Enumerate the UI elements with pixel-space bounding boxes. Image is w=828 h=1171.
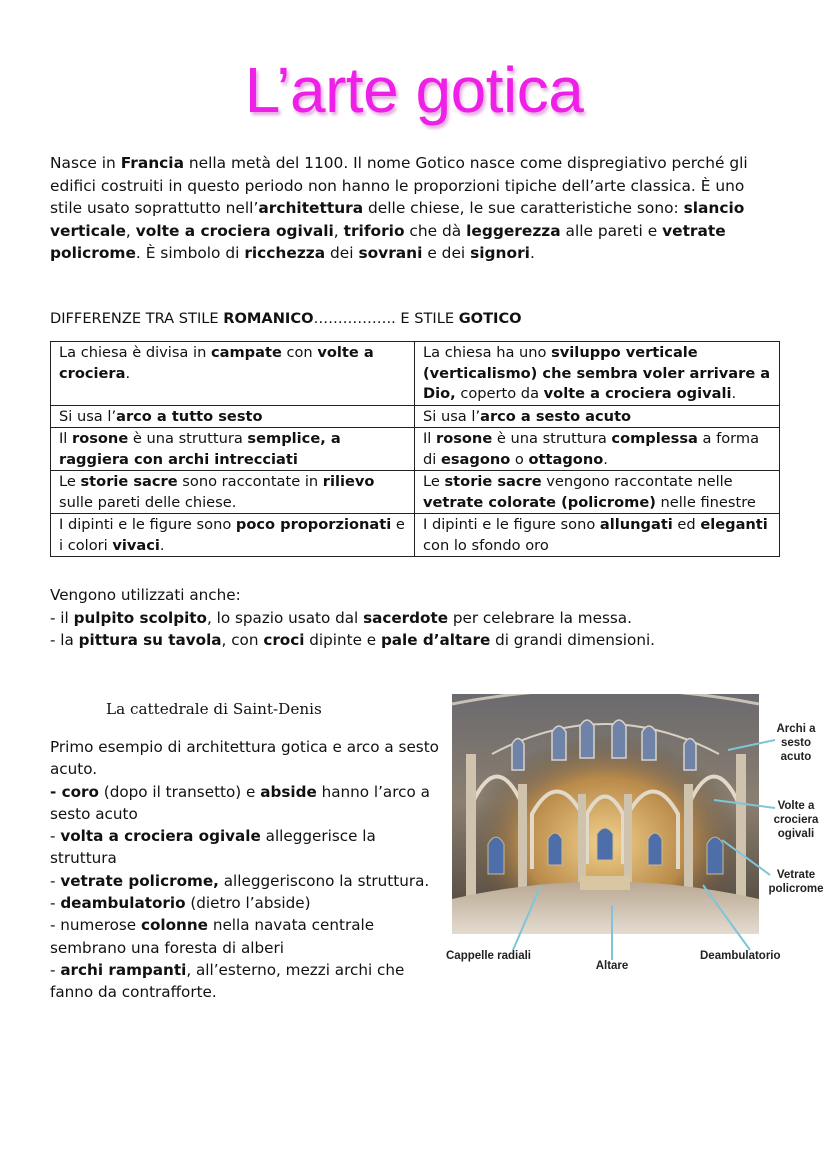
- cathedral-photo: [452, 694, 759, 934]
- gotico-cell: I dipinti e le figure sono allungati ed eleganti con lo sfondo oro: [415, 514, 780, 557]
- table-row: [51, 514, 780, 557]
- saint-denis-text: [50, 736, 445, 1004]
- list-item: - deambulatorio (dietro l’abside): [50, 894, 311, 913]
- romanico-cell: La chiesa è divisa in campate con volte a crociera.: [51, 342, 415, 406]
- list-item: - numerose colonne nella navata centrale sembrano una foresta di alberi: [50, 916, 375, 957]
- romanico-cell: Il rosone è una struttura semplice, a raggiera con archi intrecciati: [51, 428, 415, 471]
- differences-heading: DIFFERENZE TRA STILE ROMANICO…………….. E STILE GOTICO: [50, 310, 522, 327]
- used-also-section: [50, 584, 790, 652]
- label-cappelle-radiali: Cappelle radiali: [446, 950, 532, 962]
- gotico-cell: Il rosone è una struttura complessa a forma di esagono o ottagono.: [415, 428, 780, 471]
- romanico-cell: I dipinti e le figure sono poco proporzionati e i colori vivaci.: [51, 514, 415, 557]
- list-item: - volta a crociera ogivale alleggerisce la struttura: [50, 827, 376, 868]
- label-altare: Altare: [595, 960, 629, 972]
- gotico-cell: La chiesa ha uno sviluppo verticale (verticalismo) che sembra voler arrivare a Dio, coperto da volte a crociera ogivali.: [415, 342, 780, 406]
- romanico-cell: Le storie sacre sono raccontate in rilievo sulle pareti delle chiese.: [51, 471, 415, 514]
- label-deambulatorio: Deambulatorio: [700, 950, 781, 962]
- page-title: L’arte gotica: [244, 54, 584, 126]
- table-row: [51, 342, 780, 406]
- romanico-cell: Si usa l’arco a tutto sesto: [51, 405, 415, 428]
- gotico-cell: Si usa l’arco a sesto acuto: [415, 405, 780, 428]
- list-item: - la pittura su tavola, con croci dipinte e pale d’altare di grandi dimensioni.: [50, 631, 655, 649]
- gotico-cell: Le storie sacre vengono raccontate nelle vetrate colorate (policrome) nelle finestre: [415, 471, 780, 514]
- list-item: - archi rampanti, all’esterno, mezzi archi che fanno da contrafforte.: [50, 960, 405, 1002]
- saint-denis-intro: Primo esempio di architettura gotica e arco a sesto acuto.: [50, 738, 439, 779]
- saint-denis-title: La cattedrale di Saint-Denis: [106, 700, 322, 718]
- used-also-heading: Vengono utilizzati anche:: [50, 586, 241, 604]
- label-vetrate-policrome: Vetrate policrome: [768, 869, 824, 895]
- table-row: [51, 428, 780, 471]
- intro-paragraph: Nasce in Francia nella metà del 1100. Il nome Gotico nasce come dispregiativo perché gli edifici costruiti in questo periodo non hanno le proporzioni tipiche dell’arte classica. È uno stile usato soprattutto nell’architettura delle chiese, le sue caratteristiche sono: slancio verticale, volte a crociera ogivali, triforio che dà leggerezza alle pareti e vetrate policrome. È simbolo di ricchezza dei sovrani e dei signori.: [50, 154, 748, 262]
- table-row: [51, 405, 780, 428]
- comparison-table: [50, 341, 780, 557]
- list-item: - vetrate policrome, alleggeriscono la struttura.: [50, 871, 430, 890]
- list-item: - il pulpito scolpito, lo spazio usato dal sacerdote per celebrare la messa.: [50, 608, 632, 627]
- label-archi-sesto-acuto: Archi a sesto acuto: [776, 723, 816, 763]
- label-volte-crociera: Volte a crociera ogivali: [773, 800, 819, 840]
- list-item: - coro (dopo il transetto) e abside hanno l’arco a sesto acuto: [50, 782, 430, 823]
- table-row: [51, 471, 780, 514]
